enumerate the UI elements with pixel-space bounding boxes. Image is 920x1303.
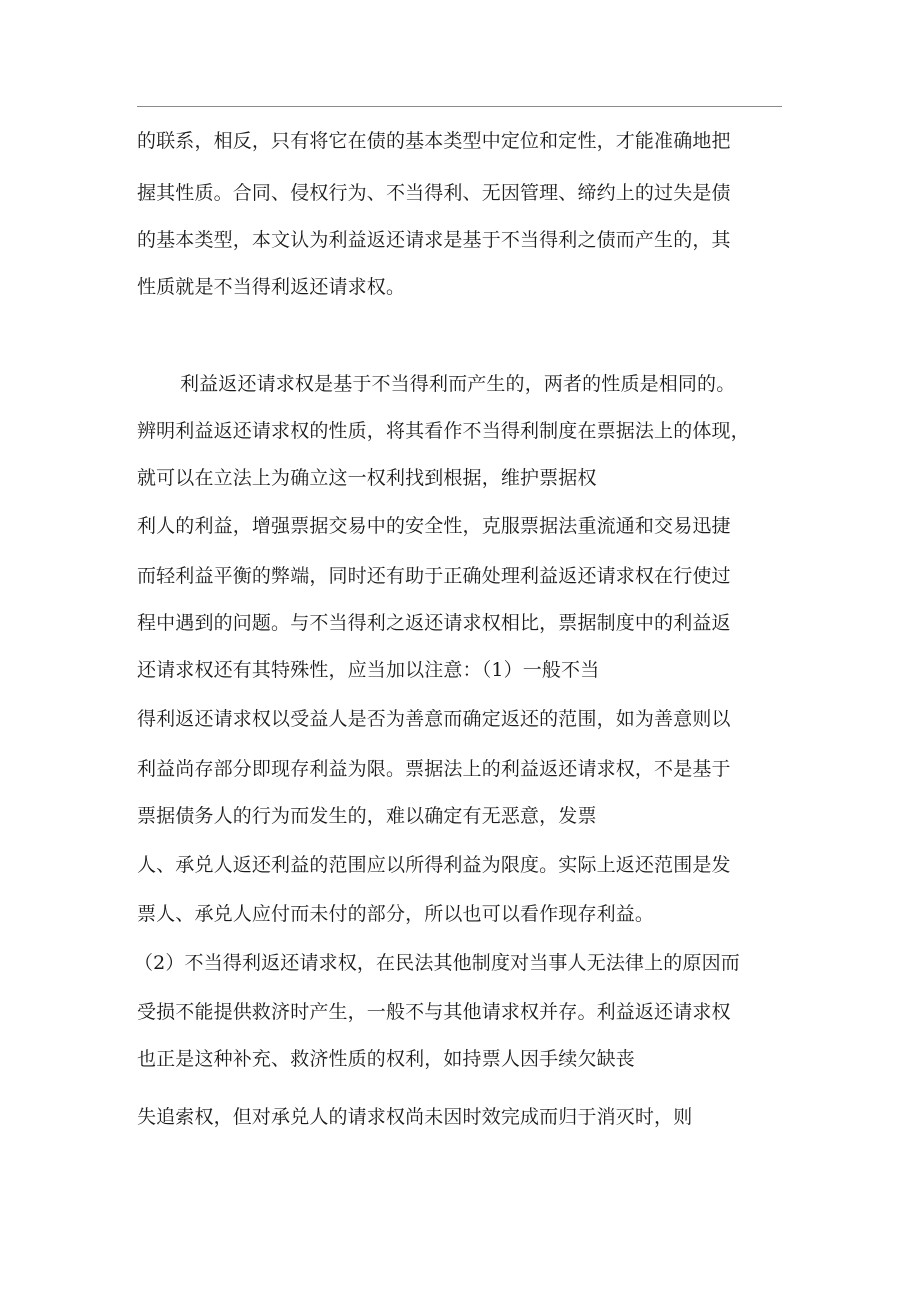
header-rule — [137, 106, 782, 107]
text-line: 的基本类型，本文认为利益返还请求是基于不当得利之债而产生的，其 — [137, 229, 731, 251]
text-line: 票据债务人的行为而发生的，难以确定有无恶意，发票 — [137, 805, 597, 827]
text-line: 的联系，相反，只有将它在债的基本类型中定位和定性，才能准确地把 — [137, 130, 731, 152]
text-line: 而轻利益平衡的弊端，同时还有助于正确处理利益返还请求权在行使过 — [137, 565, 731, 587]
text-line: 票人、承兑人应付而未付的部分，所以也可以看作现存利益。 — [137, 903, 655, 925]
text-line: 利益尚存部分即现存利益为限。票据法上的利益返还请求权，不是基于 — [137, 758, 731, 780]
text-line: 还请求权还有其特殊性，应当加以注意：（1）一般不当 — [137, 659, 600, 681]
text-line: 也正是这种补充、救济性质的权利，如持票人因手续欠缺丧 — [137, 1048, 635, 1070]
text-line: 性质就是不当得利返还请求权。 — [137, 276, 406, 298]
text-line: 程中遇到的问题。与不当得利之返还请求权相比，票据制度中的利益返 — [137, 612, 731, 634]
text-line: 利人的利益，增强票据交易中的安全性，克服票据法重流通和交易迅捷 — [137, 515, 731, 537]
text-line: （2）不当得利返还请求权，在民法其他制度对当事人无法律上的原因而 — [134, 952, 740, 974]
text-line: 得利返还请求权以受益人是否为善意而确定返还的范围，如为善意则以 — [137, 708, 731, 730]
text-line: 人、承兑人返还利益的范围应以所得利益为限度。实际上返还范围是发 — [137, 854, 731, 876]
text-line: 握其性质。合同、侵权行为、不当得利、无因管理、缔约上的过失是债 — [137, 182, 731, 204]
text-line: 失追索权，但对承兑人的请求权尚未因时效完成而归于消灭时，则 — [137, 1106, 693, 1128]
text-line: 利益返还请求权是基于不当得利而产生的，两者的性质是相同的。 — [180, 373, 736, 395]
text-line: 就可以在立法上为确立这一权利找到根据，维护票据权 — [137, 467, 597, 489]
text-line: 辨明利益返还请求权的性质，将其看作不当得利制度在票据法上的体现， — [137, 420, 750, 442]
text-line: 受损不能提供救济时产生，一般不与其他请求权并存。利益返还请求权 — [137, 1001, 731, 1023]
